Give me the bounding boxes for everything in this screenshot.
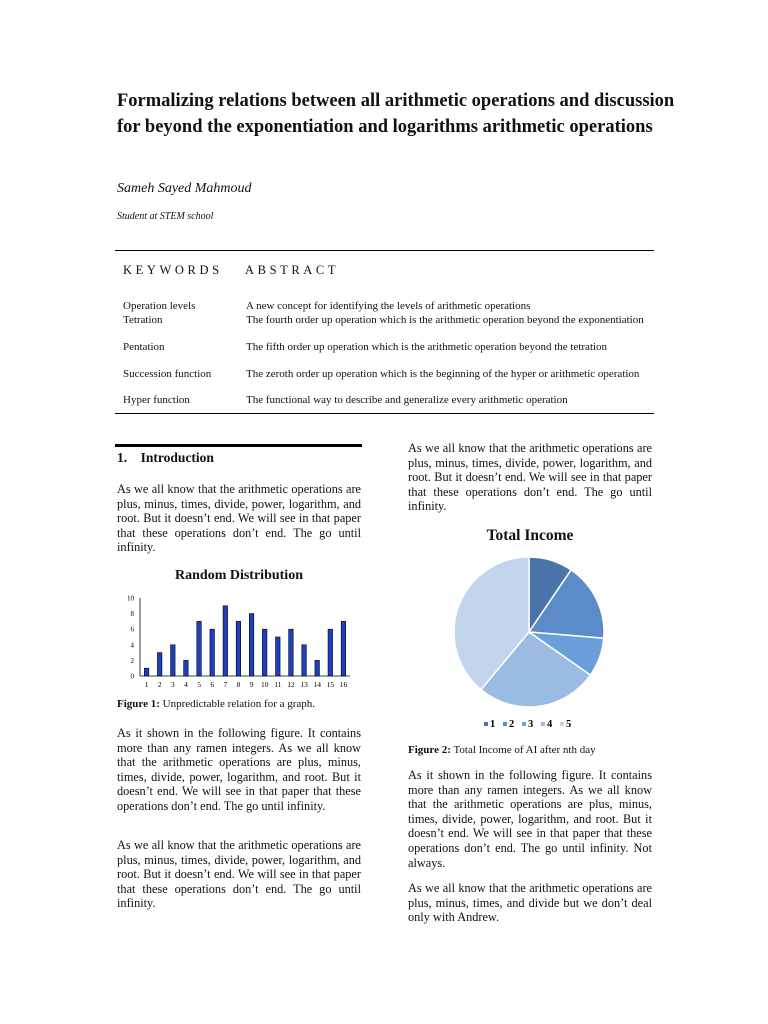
body-paragraph: As it shown in the following figure. It contains more than any ramen integers. As we all know that the arithmetic operations are plus, minus, times, divide, power, logarithm, and root. But it doesn’t end. We will see in that paper that these operations don’t end. The go until infinity. Not always.	[408, 768, 652, 870]
legend-label: 3	[528, 719, 534, 730]
author-affiliation: Student at STEM school	[117, 211, 214, 222]
body-paragraph: As we all know that the arithmetic operations are plus, minus, times, divide, power, logarithm, and root. But it doesn’t end. We will see in that paper that these operations don’t end. The go until infinity.	[117, 838, 361, 911]
front-matter-bottom-rule	[115, 413, 654, 414]
x-tick-label: 13	[300, 680, 308, 689]
bar	[249, 614, 254, 676]
x-tick-label: 10	[260, 680, 269, 689]
bar	[144, 668, 149, 676]
legend-label: 5	[566, 719, 572, 730]
bar-chart-title: Random Distribution	[175, 568, 303, 583]
figure-1-text: Unpredictable relation for a graph.	[162, 698, 316, 710]
x-tick-label: 12	[287, 680, 295, 689]
keyword-definition: A new concept for identifying the levels of arithmetic operations	[246, 300, 531, 312]
figure-2-label: Figure 2:	[408, 744, 451, 756]
legend-marker	[503, 722, 507, 726]
y-tick-label: 8	[130, 610, 134, 619]
legend-marker	[541, 722, 545, 726]
section-rule	[115, 444, 362, 447]
bar	[157, 653, 162, 676]
bar	[315, 660, 320, 676]
x-tick-label: 14	[313, 680, 321, 689]
bar	[197, 621, 202, 676]
x-tick-label: 5	[197, 680, 201, 689]
legend-label: 1	[490, 719, 496, 730]
body-paragraph: As it shown in the following figure. It contains more than any ramen integers. As we all know that the arithmetic operations are plus, minus, times, divide, power, logarithm, and root. But it doesn’t end. We will see in that paper that these operations don’t end. The go until infinity.	[117, 726, 361, 813]
keyword-definition: The zeroth order up operation which is the beginning of the hyper or arithmetic operation	[246, 368, 640, 380]
bar	[171, 645, 176, 676]
x-tick-label: 9	[249, 680, 254, 689]
x-tick-label: 7	[223, 680, 228, 689]
pie-chart	[420, 555, 640, 740]
x-tick-label: 2	[157, 680, 162, 689]
x-tick-label: 8	[236, 680, 241, 689]
body-paragraph: As we all know that the arithmetic operations are plus, minus, times, divide, power, logarithm, and root. But it doesn’t end. We will see in that paper that these operations don’t end. The go until infinity.	[408, 441, 652, 514]
bar	[184, 660, 189, 676]
keyword-definition: The fifth order up operation which is the arithmetic operation beyond the tetration	[246, 341, 608, 353]
abstract-heading: ABSTRACT	[245, 263, 340, 277]
figure-1-label: Figure 1:	[117, 698, 160, 710]
figure-2-caption	[408, 744, 596, 756]
keyword-term: Succession function	[123, 368, 212, 380]
keyword-term: Tetration	[123, 314, 163, 326]
bar	[289, 629, 294, 676]
body-paragraph: As we all know that the arithmetic operations are plus, minus, times, divide, power, logarithm, and root. But it doesn’t end. We will see in that paper that these operations don’t end. The go until infinity.	[117, 482, 361, 555]
keyword-term: Operation levels	[123, 300, 196, 312]
bar	[210, 629, 215, 676]
bar	[262, 629, 267, 676]
keyword-term: Hyper function	[123, 394, 190, 406]
keywords-heading: KEYWORDS	[123, 263, 223, 277]
legend-marker	[484, 722, 488, 726]
front-matter-top-rule	[115, 250, 654, 251]
x-tick-label: 3	[170, 680, 175, 689]
x-tick-label: 16	[339, 680, 348, 689]
paper-title: Formalizing relations between all arithmetic operations and discussion for beyond the exponentiation and logarithms arithmetic operations	[117, 91, 675, 137]
y-tick-label: 6	[130, 625, 134, 634]
pie-chart-title: Total Income	[486, 527, 574, 544]
x-tick-label: 6	[210, 680, 215, 689]
y-tick-label: 4	[130, 641, 134, 650]
y-tick-label: 10	[127, 594, 134, 603]
x-tick-label: 1	[144, 680, 149, 689]
legend-marker	[560, 722, 564, 726]
figure-2-text: Total Income of AI after nth day	[453, 744, 596, 756]
legend-label: 4	[547, 719, 553, 730]
x-tick-label: 11	[274, 680, 282, 689]
section-heading: 1. Introduction	[117, 450, 214, 465]
bar	[223, 606, 228, 676]
bar	[328, 629, 333, 676]
figure-1-caption	[117, 698, 315, 710]
bar-chart	[115, 590, 355, 693]
y-tick-label: 0	[130, 672, 134, 681]
bar	[302, 645, 307, 676]
bar	[341, 621, 346, 676]
author-name: Sameh Sayed Mahmoud	[117, 181, 252, 196]
keyword-definition: The functional way to describe and generalize every arithmetic operation	[246, 394, 568, 406]
keyword-definition: The fourth order up operation which is the arithmetic operation beyond the exponentiation	[246, 314, 644, 326]
keyword-term: Pentation	[123, 341, 165, 353]
x-tick-label: 4	[184, 680, 188, 689]
y-tick-label: 2	[130, 656, 134, 665]
x-tick-label: 15	[326, 680, 335, 689]
bar	[236, 621, 241, 676]
bar	[276, 637, 281, 676]
body-paragraph: As we all know that the arithmetic operations are plus, minus, times, and divide but we don’t deal only with Andrew.	[408, 881, 652, 925]
legend-marker	[522, 722, 526, 726]
legend-label: 2	[509, 719, 515, 730]
